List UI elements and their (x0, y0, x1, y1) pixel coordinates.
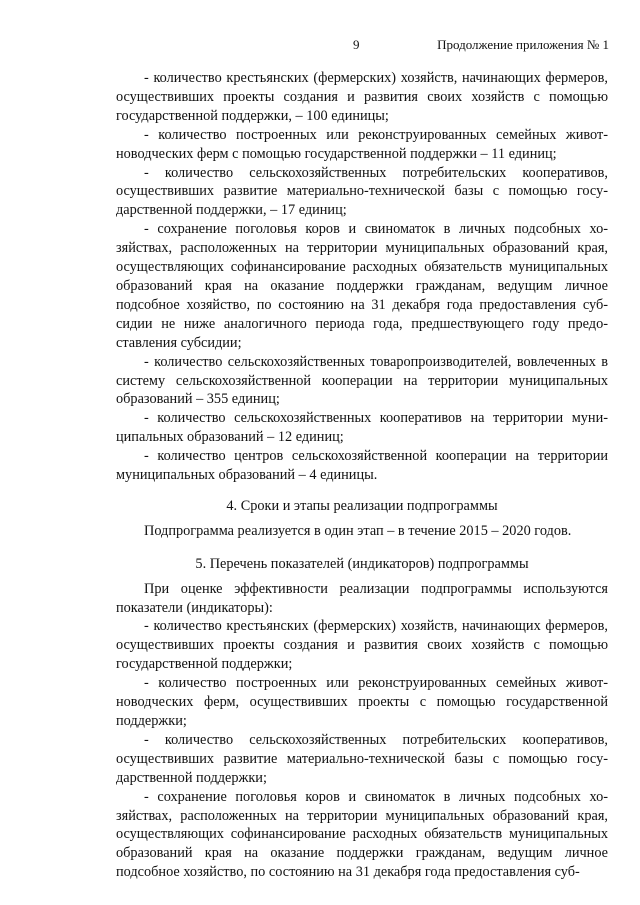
indicator-paragraph-agri-cooperatives: - количество сельскохозяйственных кооперативов на территории муниципальных образований – 12 единиц; (116, 410, 608, 446)
section-5-paragraph-cattle: - сохранение поголовья коров и свиноматок в личных подсобных хозяйствах, расположенных на территории муниципальных образований края, осуществляющих софинансирование расходных обязательств муниципальных образований края на оказание поддержки гражданам, ведущим личное подсобное хозяйство, по состоянию на 31 декабря года предоставления суб- (116, 788, 608, 881)
indicator-paragraph-livestock-farms: - количество построенных или реконструированных семейных животноводческих ферм с помощью государственной поддержки – 11 единиц; (116, 126, 608, 162)
indicator-paragraph-cooperatives: - количество сельскохозяйственных потребительских кооперативов, осуществивших развитие материально-технической базы с помощью государственной поддержки, – 17 единиц; (116, 164, 608, 219)
document-body (116, 69, 608, 882)
indicator-paragraph-producers: - количество сельскохозяйственных товаропроизводителей, вовлеченных в систему сельскохозяйственной кооперации на территории муниципальных образований – 355 единиц; (116, 353, 608, 408)
section-5-paragraph-livestock-farms: - количество построенных или реконструированных семейных животноводческих ферм, осуществивших проекты с помощью государственной поддержки; (116, 675, 608, 729)
section-5-heading: 5. Перечень показателей (индикаторов) подпрограммы (195, 555, 529, 572)
section-5-intro: При оценке эффективности реализации подпрограммы используются показатели (индикаторы): (116, 580, 608, 616)
appendix-label: Продолжение приложения № 1 (437, 37, 609, 52)
section-5-paragraph-cooperatives: - количество сельскохозяйственных потребительских кооперативов, осуществивших развитие материально-технической базы с помощью государственной поддержки; (116, 731, 608, 786)
section-5-paragraph-farms: - количество крестьянских (фермерских) хозяйств, начинающих фермеров, осуществивших проекты создания и развития своих хозяйств с помощью государственной поддержки; (116, 618, 608, 673)
indicator-paragraph-centers: - количество центров сельскохозяйственной кооперации на территории муниципальных образований – 4 единицы. (116, 448, 608, 484)
section-4-text: Подпрограмма реализуется в один этап – в течение 2015 – 2020 годов. (144, 522, 572, 539)
section-4-heading: 4. Сроки и этапы реализации подпрограммы (226, 497, 498, 514)
page-number: 9 (353, 37, 360, 52)
indicator-paragraph-farms: - количество крестьянских (фермерских) хозяйств, начинающих фермеров, осуществивших проекты создания и развития своих хозяйств с помощью государственной поддержки, – 100 единицы; (116, 70, 608, 124)
indicator-paragraph-cattle: - сохранение поголовья коров и свиноматок в личных подсобных хозяйствах, расположенных на территории муниципальных образований края, осуществляющих софинансирование расходных обязательств муниципальных образований края на оказание поддержки гражданам, ведущим личное подсобное хозяйство, по состоянию на 31 декабря года предоставления субсидии не ниже аналогичного периода года, предшествующего году предоставления субсидии; (116, 221, 608, 351)
